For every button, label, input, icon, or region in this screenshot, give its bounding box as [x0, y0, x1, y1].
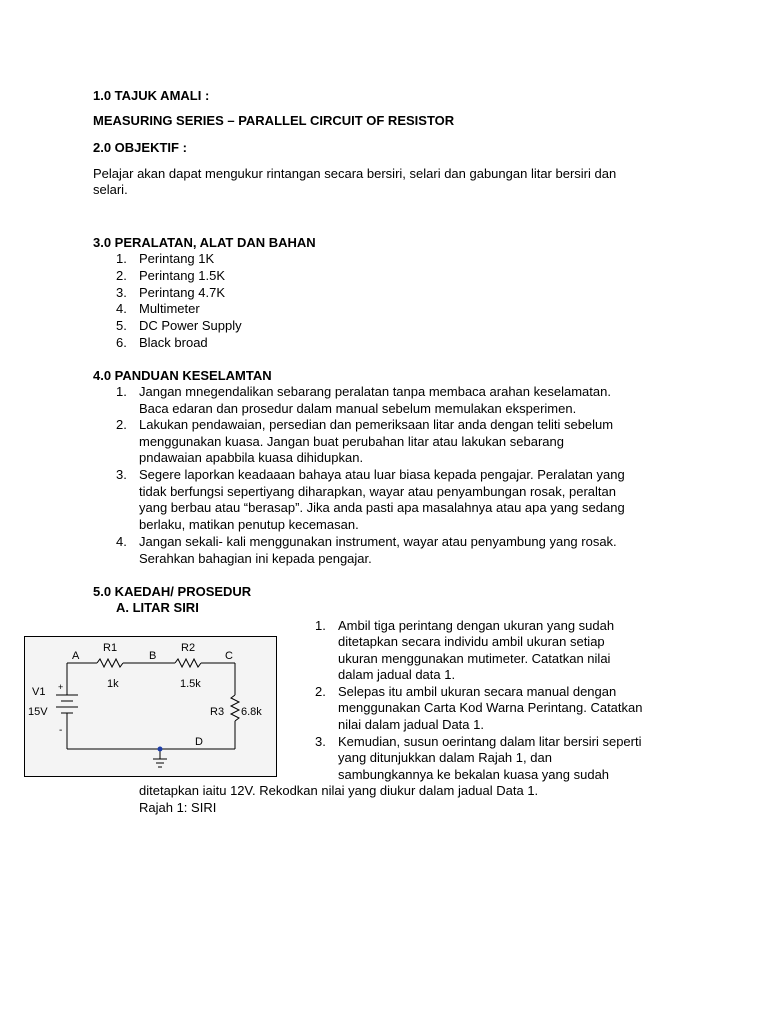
objective-line-1: Pelajar akan dapat mengukur rintangan secara bersiri, selari dan gabungan litar bersiri dan — [93, 166, 617, 181]
document-title: MEASURING SERIES – PARALLEL CIRCUIT OF RESISTOR — [93, 113, 455, 128]
list-item-text: berlaku, matikan penutup kecemasan. — [139, 517, 359, 532]
list-item-text: menggunakan kuasa. Jangan buat perubahan litar atau lakukan sebarang — [139, 434, 564, 449]
list-item-text: Segere laporkan keadaaan bahaya atau luar biasa kepada pengajar. Peralatan yang — [139, 467, 625, 482]
list-item-text: Perintang 1.5K — [139, 268, 226, 283]
list-item-number: 2. — [116, 268, 127, 283]
list-item-text: Kemudian, susun oerintang dalam litar bersiri seperti — [338, 734, 642, 749]
list-item-text: Baca edaran dan prosedur dalam manual sebelum memulakan eksperimen. — [139, 401, 577, 416]
list-item-text: Perintang 4.7K — [139, 285, 226, 300]
r1-value: 1k — [107, 678, 119, 690]
list-item-text: DC Power Supply — [139, 318, 242, 333]
list-item-number: 3. — [116, 467, 127, 482]
list-item-text: ditetapkan secara individu ambil ukuran setiap — [338, 634, 605, 649]
list-item-number: 1. — [116, 251, 127, 266]
list-item-number: 5. — [116, 318, 127, 333]
node-d-label: D — [195, 736, 203, 748]
list-item-text: Jangan sekali- kali menggunakan instrument, wayar atau penyambung yang rosak. — [139, 534, 617, 549]
list-item-number: 1. — [116, 384, 127, 399]
junction-dot — [158, 747, 163, 752]
r3-name: R3 — [210, 706, 225, 718]
list-item-number: 4. — [116, 534, 127, 549]
list-item-text: pndawaian apabbila kuasa dihidupkan. — [139, 450, 364, 465]
r1-name: R1 — [103, 642, 118, 654]
section-4-heading: 4.0 PANDUAN KESELAMTAN — [93, 368, 272, 383]
list-item-text: tidak berfungsi sepertiyang diharapkan, wayar atau penyambungan rosak, peraltan — [139, 484, 616, 499]
section-5-heading: 5.0 KAEDAH/ PROSEDUR — [93, 584, 252, 599]
list-item-number: 4. — [116, 301, 127, 316]
battery-minus-label: - — [59, 725, 63, 736]
list-item-text: Multimeter — [139, 301, 200, 316]
list-item-text: nilai dalam jadual Data 1. — [338, 717, 484, 732]
list-item-text: yang ditunjukkan dalam Rajah 1, dan — [338, 750, 552, 765]
r3-value: 6.8k — [241, 706, 262, 718]
list-item-number: 3. — [315, 734, 326, 749]
subsection-a-heading: A. LITAR SIRI — [116, 600, 199, 615]
v1-name: V1 — [32, 686, 46, 698]
list-item-text: ukuran menggunakan mutimeter. Catatkan nilai — [338, 651, 611, 666]
v1-value: 15V — [28, 706, 48, 718]
figure-caption: Rajah 1: SIRI — [139, 800, 217, 815]
r2-name: R2 — [181, 642, 196, 654]
list-item-text: Serahkan bahagian ini kepada pengajar. — [139, 551, 372, 566]
node-c-label: C — [225, 650, 233, 662]
resistor-r2 — [175, 659, 201, 667]
r2-value: 1.5k — [180, 678, 201, 690]
list-item-number: 3. — [116, 285, 127, 300]
list-item-text: dalam jadual data 1. — [338, 667, 456, 682]
resistor-r3 — [231, 695, 239, 721]
list-item-text: Perintang 1K — [139, 251, 215, 266]
list-item-number: 1. — [315, 618, 326, 633]
list-item-text: menggunakan Carta Kod Warna Perintang. Catatkan — [338, 700, 643, 715]
section-2-heading: 2.0 OBJEKTIF : — [93, 140, 187, 155]
list-item-number: 2. — [116, 417, 127, 432]
procedure-continuation: ditetapkan iaitu 12V. Rekodkan nilai yang diukur dalam jadual Data 1. — [139, 783, 539, 798]
list-item-text: Ambil tiga perintang dengan ukuran yang sudah — [338, 618, 615, 633]
series-circuit-diagram — [24, 636, 277, 777]
objective-line-2: selari. — [93, 182, 128, 197]
resistor-r1 — [97, 659, 123, 667]
section-1-heading: 1.0 TAJUK AMALI : — [93, 88, 210, 103]
list-item-number: 2. — [315, 684, 326, 699]
list-item-text: Jangan mnegendalikan sebarang peralatan tanpa membaca arahan keselamatan. — [139, 384, 611, 399]
node-a-label: A — [72, 650, 80, 662]
list-item-number: 6. — [116, 335, 127, 350]
list-item-text: sambungkannya ke bekalan kuasa yang sudah — [338, 767, 610, 782]
node-b-label: B — [149, 650, 157, 662]
list-item-text: Selepas itu ambil ukuran secara manual dengan — [338, 684, 617, 699]
list-item-text: Black broad — [139, 335, 208, 350]
list-item-text: Lakukan pendawaian, persedian dan pemeriksaan litar anda dengan teliti sebelum — [139, 417, 614, 432]
section-3-heading: 3.0 PERALATAN, ALAT DAN BAHAN — [93, 235, 316, 250]
battery-plus-label: + — [58, 682, 64, 692]
list-item-text: yang berbau atau “berasap”. Jika anda pasti apa masalahnya atau apa yang sedang — [139, 500, 625, 515]
